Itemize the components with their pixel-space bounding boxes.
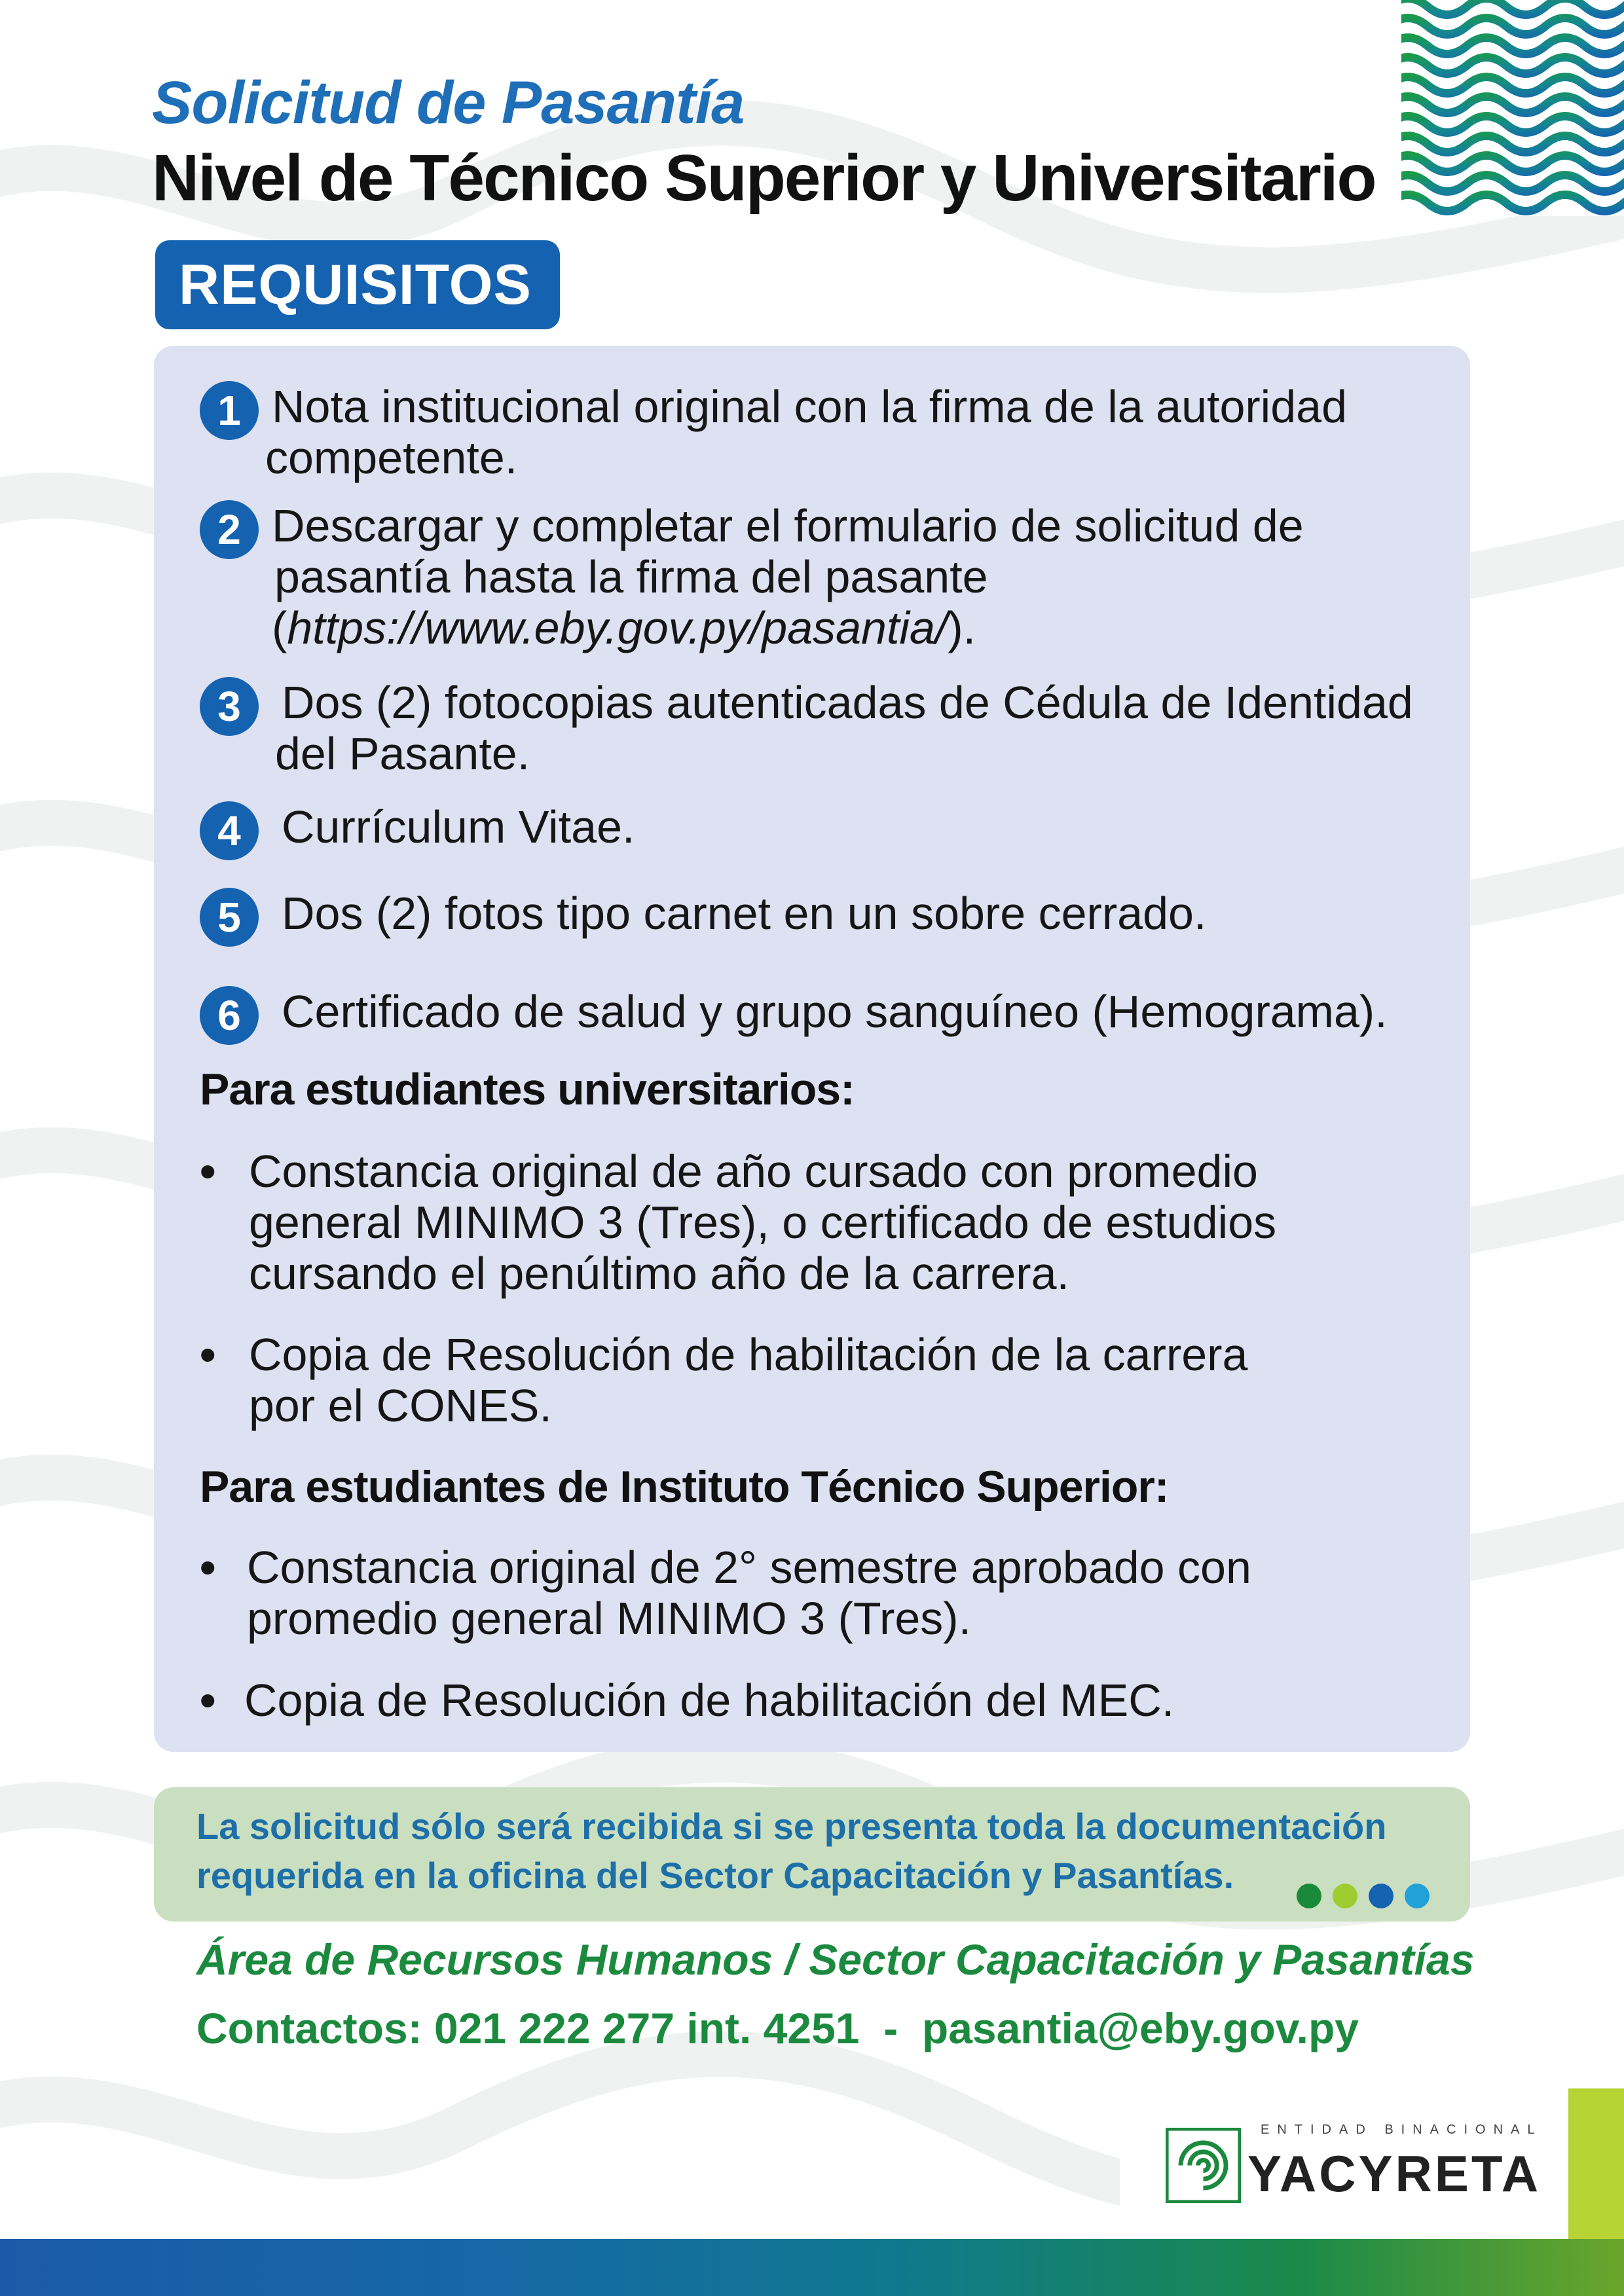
logo-name: YACYRETA [1247, 2145, 1541, 2202]
decorative-dot [1297, 1884, 1321, 1908]
bullet-dot: • [200, 1329, 216, 1380]
requirement-text: Currículum Vitae. [282, 801, 635, 852]
decorative-dot [1333, 1884, 1357, 1908]
bullet-dot: • [200, 1542, 216, 1593]
document-subtitle: Nivel de Técnico Superior y Universitario [152, 141, 1376, 215]
department-line: Área de Recursos Humanos / Sector Capacitación y Pasantías [196, 1935, 1475, 1984]
bottom-gradient-bar [0, 2239, 1624, 2296]
requirement-text: Dos (2) fotocopias autenticadas de Cédula de Identidad del Pasante. [275, 677, 1413, 779]
phone-number: 021 222 277 int. 4251 [434, 2004, 860, 2052]
number-badge: 6 [200, 986, 259, 1045]
requirement-text: Certificado de salud y grupo sanguíneo (Hemograma). [282, 986, 1388, 1037]
requirement-text: Dos (2) fotos tipo carnet en un sobre cerrado. [282, 888, 1207, 939]
notice-text: La solicitud sólo será recibida si se presenta toda la documentación requerida en la oficina del Sector Capacitación y Pasantías. [196, 1806, 1387, 1896]
document-title: Solicitud de Pasantía [152, 69, 745, 136]
section-heading-tecnicos: Para estudiantes de Instituto Técnico Superior: [200, 1462, 1169, 1512]
requirement-text: Descargar y completar el formulario de solicitud de pasantía hasta la firma del pasante (https://www.eby.gov.py/pasantia/). [272, 500, 1304, 653]
separator: - [883, 2004, 898, 2052]
contact-line [196, 2003, 1359, 2053]
decorative-dot [1369, 1884, 1393, 1908]
contacts-label: Contactos: [196, 2004, 422, 2052]
email-link[interactable]: pasantia@eby.gov.py [921, 2004, 1359, 2052]
lime-accent-strip [1568, 2088, 1624, 2239]
number-badge: 4 [200, 801, 259, 860]
number-badge: 5 [200, 888, 259, 947]
logo-subtitle: ENTIDAD BINACIONAL [1261, 2123, 1543, 2137]
corner-wave-decoration [1401, 0, 1624, 216]
number-badge: 2 [200, 500, 259, 559]
yacyreta-logo-icon [1166, 2128, 1241, 2203]
section-heading-universitarios: Para estudiantes universitarios: [200, 1065, 855, 1114]
bullet-dot: • [200, 1675, 216, 1726]
pasantia-url: https://www.eby.gov.py/pasantia/ [287, 602, 948, 653]
requisitos-badge: REQUISITOS [155, 240, 560, 329]
decorative-dot [1405, 1884, 1430, 1908]
number-badge: 3 [200, 677, 259, 736]
bullet-dot: • [200, 1146, 216, 1197]
requirement-text: Nota institucional original con la firma de la autoridad competente. [265, 381, 1348, 483]
number-badge: 1 [200, 381, 259, 440]
